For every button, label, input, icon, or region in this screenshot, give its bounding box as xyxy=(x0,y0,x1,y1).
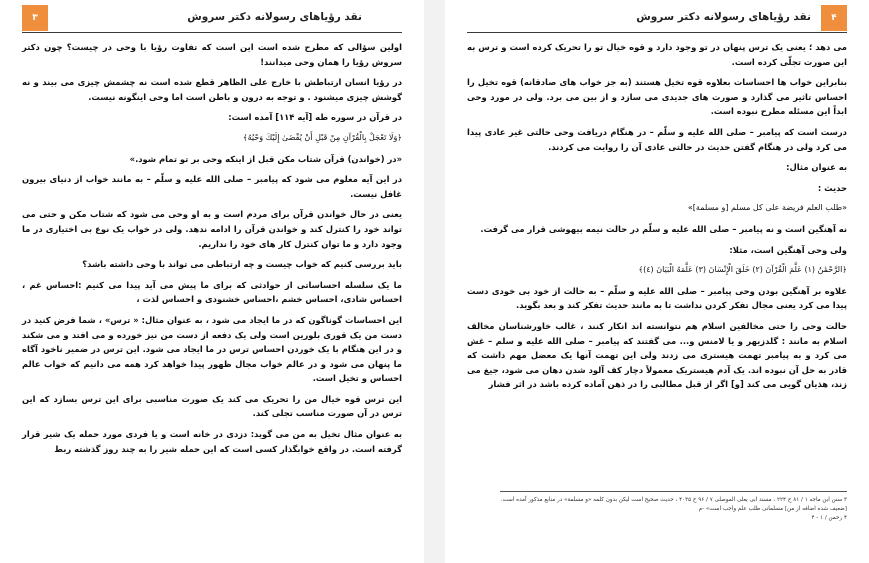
quran-verse: ﴿الرَّحْمَٰنُ (١) عَلَّمَ الْقُرْآنَ (٢) خَلَقَ الْإِنْسَانَ (٣) عَلَّمَهُ الْبَيَانَ (٤)﴾ xyxy=(638,265,847,275)
paragraph: ولی وحی آهنگین است، مثلا: xyxy=(729,244,847,255)
hadith-quote: «طلب العلم فريضة على كل مسلم [و مسلمة]» xyxy=(687,203,847,213)
verse-translation: «در (خواندن) قرآن شتاب مکن قبل از اینکه وحی بر تو تمام شود.» xyxy=(129,153,402,164)
page-header xyxy=(467,5,847,33)
paragraph: می دهد ؛ یعنی یک ترس پنهان در تو وجود دارد و قوه خیال تو را تحریک کرده است و ترس به این صورت تجلّی کرده است. xyxy=(467,42,847,67)
paragraph: علاوه بر آهنگین بودن وحی پیامبر – صلی الله علیه و سلّم – به حالت از خود بی خودی دست پیدا می کرد یعنی مجال تفکر کردن نداشت تا به مانند حدیث تفکر کند و بعد بگوید. xyxy=(467,285,847,311)
header-title: نقد رؤیاهای رسولانه دکتر سروش xyxy=(187,11,362,23)
page-header xyxy=(22,5,402,33)
paragraph: نه آهنگین است و نه پیامبر – صلی الله علیه و سلّم در حالت نیمه بیهوشی قرار می گرفت. xyxy=(480,223,847,234)
left-page xyxy=(0,0,424,563)
footnote: ۴ رحمن / ۱ - ۴ xyxy=(811,515,847,521)
paragraph: درست است که پیامبر – صلی الله علیه و سلّم – در هنگام دریافت وحی حالتی غیر عادی پیدا می کرد ولی در هنگام گفتن حدیث در حالتی عادی آن را روایت می کردند. xyxy=(467,126,847,152)
page-gutter xyxy=(424,0,445,563)
paragraph: به عنوان مثال: xyxy=(786,162,847,173)
paragraph: در رؤیا انسان ارتباطش با خارج علی الظاهر قطع شده است نه چشمش چیزی می بیند و نه گوشش چیزی میشنود . و توجه به درون و باطن است اما وحی اینگونه نیست. xyxy=(22,77,402,102)
paragraph: یعنی در حال خواندن قرآن برای مردم است و به او وحی می شود که شتاب مکن و حتی می تواند خود را کنترل کند و خواندن قرآن را ادامه ندهد. ولی در خواب یک نوع بی اختیاری در ما وجود دارد و ما توان کنترل کار های خود را نداریم. xyxy=(22,209,402,249)
paragraph: به عنوان مثال تخیل به من می گوید: دزدی در خانه است و یا فردی مورد حمله یک شیر قرار گرفته است. در واقع خوابگذار کسی است که این حمله شیر را به چند روز گذشته ربط xyxy=(22,429,402,454)
paragraph: در این آیه معلوم می شود که پیامبر – صلی الله علیه و سلّم – به مانند خواب از دنیای بیرون غافل نیست. xyxy=(22,174,402,199)
page-body xyxy=(467,40,847,398)
paragraph: ما یک سلسله احساساتی از حوادثی که برای ما پیش می آید پیدا می کنیم :احساس غم ، احساس شادی، احساس خشم ،احساس خشنودی و احساس لذت ، xyxy=(22,279,402,305)
paragraph: بنابراین خواب ها احساسات بعلاوه قوه تخیل هستند (به جز خواب های صادقانه) قوه تخیل را احساس تاثیر می گذارد و صورت های جدیدی می سازد و از بین می برد. ولی در مورد وحی ابداً این مسئله مطرح نبوده است. xyxy=(467,77,847,117)
footnotes xyxy=(500,491,847,523)
paragraph: حالت وحی را حتی مخالفین اسلام هم نتوانسته اند انکار کنند ، غالب خاورشناسان مخالف اسلام به مانند : گلدزیهر و یا لامنس و... می گفتند که پیامبر – صلی الله علیه و سلم – غش می کرد و به پیامبر تهمت هیستری می زدند ولی این تهمت آنها یک معضل مهم داشت که قادر به حل آن نبوده اند. یک آدم هیستریک معمولاً دچار کف آلود شدن دهان می شود، جیغ می زند، هذیان گویی می کند [و] اگر از قبل مطالبی را در ذهن آماده کرده باشد در اثر فشار xyxy=(467,320,847,390)
paragraph: این ترس قوه خیال من را تحریک می کند یک صورت مناسبی برای این ترس بسازد که این ترس در آن صورت مناسب تجلی کند. xyxy=(22,393,402,419)
right-page xyxy=(445,0,869,563)
paragraph: حدیث : xyxy=(817,182,847,193)
page-number-badge: ۳ xyxy=(22,5,48,31)
paragraph: این احساسات گوناگون که در ما ایجاد می شود ، به عنوان مثال: « ترس» ، شما فرض کنید در دست من یک قوری بلورین است ولی یک دفعه از دست من نیز خورده و می افتد و می شکند و در این هنگام با یک خوردن احساس ترس در ما ایجاد می شود. این ترس در ضمیر ناخود آگاه ما پنهان می شود و در عالم خواب مجال ظهور پیدا خواهد کرد همه می دانیم که خواب عالم احساس و تخیل است. xyxy=(22,314,402,384)
paragraph: در قرآن در سوره طه [آیه ۱۱۴] آمده است: xyxy=(228,112,402,123)
footnote: ۳ سنن ابن ماجه ۱ / ۸۱ ح ۲۲۴ ، مسند ابی یعلی الموصلی ۷ / ۹۶ ح ۴۰۳۵ ، حدیث صحیح است لیکن بدون کلمه «و مسلمة» در منابع مذکور آمده است. [ضعیف شده اضافه از من] مسلمانی طلب علم واجب است» -م xyxy=(500,497,847,512)
page-body xyxy=(22,40,402,462)
paragraph: باید بررسی کنیم که خواب چیست و چه ارتباطی می تواند با وحی داشته باشد؟ xyxy=(82,259,402,270)
paragraph: اولین سؤالی که مطرح شده است این است که تفاوت رؤیا با وحی در چیست؟ چون دکتر سروش رؤیا را همان وحی میدانند! xyxy=(22,42,402,67)
header-title: نقد رؤیاهای رسولانه دکتر سروش xyxy=(636,11,811,23)
page-number-badge: ۴ xyxy=(821,5,847,31)
quran-verse: ﴿وَلَا تَعْجَلْ بِالْقُرْآنِ مِنْ قَبْلِ أَنْ يُقْضَىٰ إِلَيْكَ وَحْيُهُ﴾ xyxy=(242,132,402,142)
